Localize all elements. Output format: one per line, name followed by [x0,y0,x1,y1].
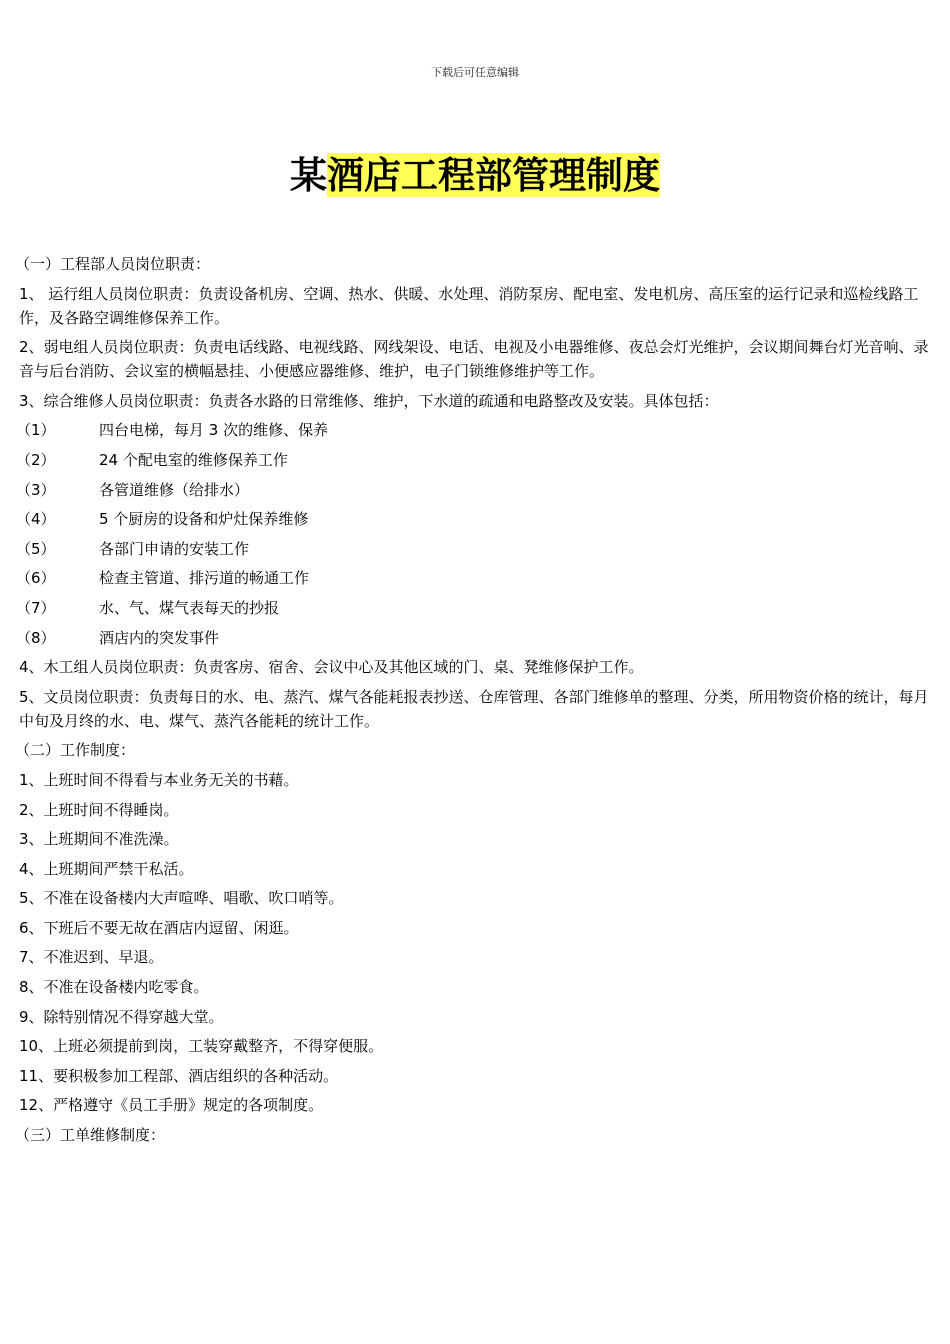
paragraph-carpentry-duties: 4、木工组人员岗位职责：负责客房、宿舍、会议中心及其他区域的门、桌、凳维修保护工作。 [19,658,644,677]
sub-item-text: 各管道维修（给排水） [99,480,250,499]
sub-list-item [16,418,941,448]
rule-item: 4、上班期间严禁干私活。 [19,859,194,878]
sub-item-number: （6） [16,569,56,588]
sub-item-text: 检查主管道、排污道的畅通工作 [99,569,310,588]
rule-item: 9、除特别情况不得穿越大堂。 [19,1007,224,1026]
sub-list-item [16,626,941,656]
sub-list-item [16,478,941,508]
sub-item-number: （1） [16,421,56,440]
section-heading-work-order-rules: （三）工单维修制度： [15,1126,166,1145]
sub-list-item [16,507,941,537]
paragraph-low-voltage-duties: 2、弱电组人员岗位职责：负责电话线路、电视线路、网线架设、电话、电视及小电器维修、夜总会灯光维护，会议期间舞台灯光音响、录音与后台消防、会议室的横幅悬挂、小便感应器维修、维护，电子门锁维修维护等工作。 [19,338,929,381]
rule-item: 8、不准在设备楼内吃零食。 [19,978,209,997]
rule-item: 6、下班后不要无故在酒店内逗留、闲逛。 [19,918,299,937]
sub-item-text: 5 个厨房的设备和炉灶保养维修 [99,510,309,529]
sub-item-number: （3） [16,480,56,499]
sub-item-number: （8） [16,628,56,647]
header-note: 下载后可任意编辑 [431,66,519,79]
rule-item: 11、要积极参加工程部、酒店组织的各种活动。 [19,1066,339,1085]
rule-item: 7、不准迟到、早退。 [19,948,164,967]
sub-item-text: 水、气、煤气表每天的抄报 [99,598,280,617]
sub-list-item [16,537,941,567]
document-title [0,150,950,200]
title-prefix: 某 [290,153,327,197]
sub-item-number: （2） [16,450,56,469]
sub-item-number: （5） [16,539,56,558]
sub-item-text: 各部门申请的安装工作 [99,539,250,558]
rule-item: 10、上班必须提前到岗，工装穿戴整齐，不得穿便服。 [19,1037,384,1056]
sub-list-item [16,448,941,478]
rule-item: 12、严格遵守《员工手册》规定的各项制度。 [19,1096,324,1115]
paragraph-maintenance-duties: 3、综合维修人员岗位职责：负责各水路的日常维修、维护，下水道的疏通和电路整改及安装。具体包括： [19,391,719,410]
sub-item-text: 四台电梯，每月 3 次的维修、保养 [99,421,329,440]
document-body [15,252,941,1153]
sub-list-item [16,566,941,596]
section-heading-work-rules: （二）工作制度： [15,741,136,760]
sub-item-text: 24 个配电室的维修保养工作 [99,450,288,469]
title-highlighted-text: 酒店工程部管理制度 [327,153,660,197]
rule-item: 2、上班时间不得睡岗。 [19,800,179,819]
rule-item: 1、上班时间不得看与本业务无关的书藉。 [19,770,299,789]
sub-item-number: （7） [16,598,56,617]
paragraph-operations-duties: 1、 运行组人员岗位职责：负责设备机房、空调、热水、供暖、水处理、消防泵房、配电室、发电机房、高压室的运行记录和巡检线路工作，及各路空调维修保养工作。 [19,284,919,327]
paragraph-clerk-duties: 5、文员岗位职责：负责每日的水、电、蒸汽、煤气各能耗报表抄送、仓库管理、各部门维修单的整理、分类，所用物资价格的统计，每月中旬及月终的水、电、煤气、蒸汽各能耗的统计工作。 [19,687,929,730]
rule-item: 3、上班期间不准洗澡。 [19,830,179,849]
sub-list-item [16,596,941,626]
sub-item-text: 酒店内的突发事件 [99,628,220,647]
rule-item: 5、不准在设备楼内大声喧哗、唱歌、吹口哨等。 [19,889,344,908]
section-heading-duties: （一）工程部人员岗位职责： [15,255,211,273]
sub-item-number: （4） [16,510,56,529]
